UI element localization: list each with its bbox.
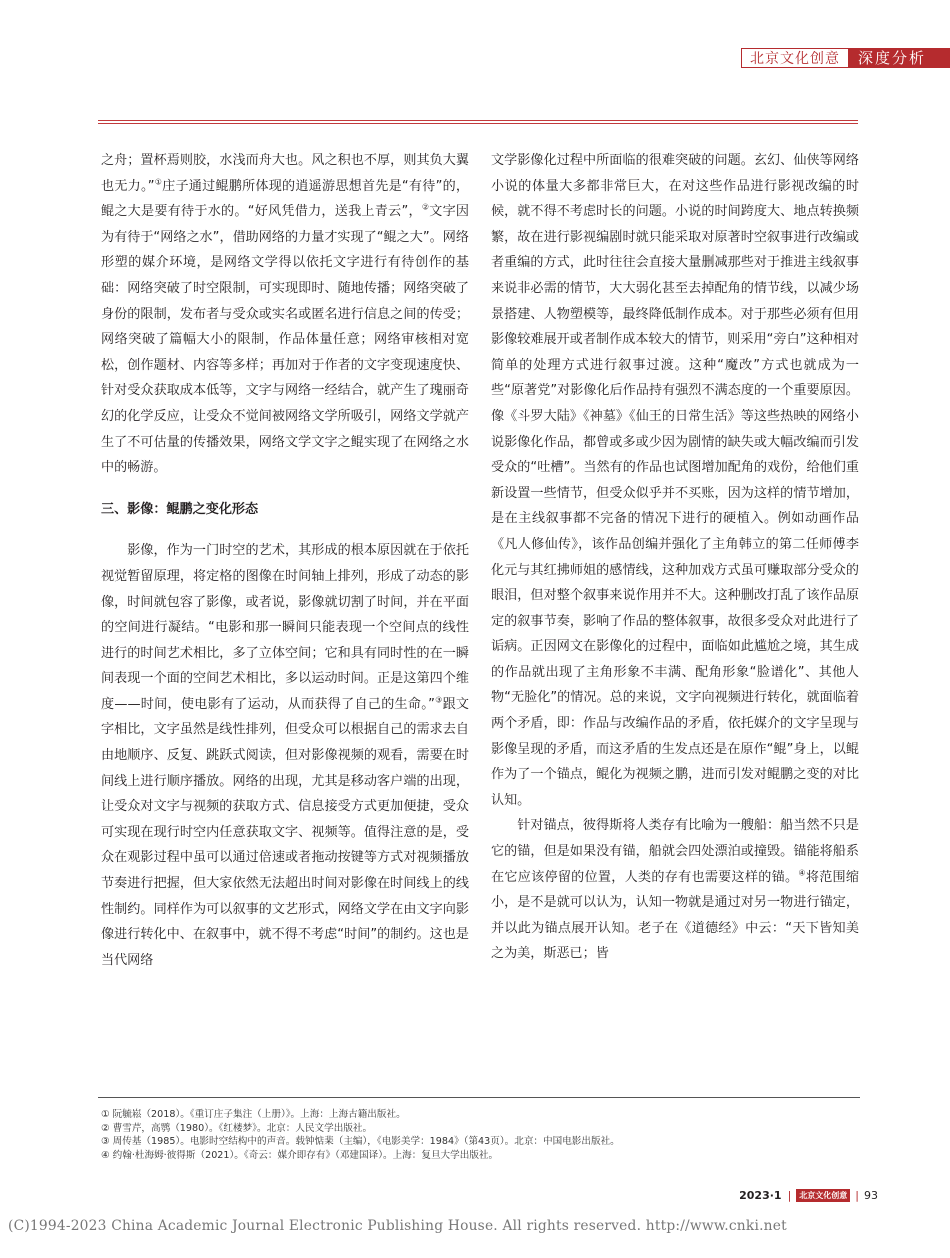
paragraph: 文学影像化过程中所面临的很难突破的问题。玄幻、仙侠等网络小说的体量大多都非常巨大，在对这些作品进行影视改编的时候，就不得不考虑时长的问题。小说的时间跨度大、地点转换频繁，故在进行影视编剧时就只能采取对原著时空叙事进行改编或者重编的方式，此时往往会直接大量删减那些对于推进主线叙事来说非必需的情节，大大弱化甚至去掉配角的情节线，以减少场景搭建、人物塑模等，最终降低制作成本。对于那些必须有但用影像较难展开或者制作成本较大的情节，则采用“旁白”这种相对简单的处理方式进行叙事过渡。这种“魔改”方式也就成为一些“原著党”对影像化后作品持有强烈不满态度的一个重要原因。像《斗罗大陆》《神墓》《仙王的日常生活》等这些热映的网络小说影像化作品，都曾或多或少因为剧情的缺失或大幅改编而引发受众的“吐槽”。当然有的作品也试图增加配角的戏份，给他们重新设置一些情节，但受众似乎并不买账，因为这样的情节增加，是在主线叙事都不完备的情况下进行的硬植入。例如动画作品《凡人修仙传》，该作品创编并强化了主角韩立的第二任师傅李化元与其红拂师姐的感情线，这种加戏方式虽可赚取部分受众的眼泪，但对整个叙事来说作用并不大。这种删改打乱了该作品原定的叙事节奏，影响了作品的整体叙事，故很多受众对此进行了诟病。正因网文在影像化的过程中，面临如此尴尬之境，其生成的作品就出现了主角形象不丰满、配角形象“脸谱化”、其他人物“无脸化”的情况。总的来说，文字向视频进行转化，就面临着两个矛盾，即：作品与改编作品的矛盾，依托媒介的文字呈现与影像呈现的矛盾，而这矛盾的生发点还是在原作“鲲”身上，以鲲作为了一个锚点，鲲化为视频之鹏，进而引发对鲲鹏之变的对比认知。: [491, 153, 859, 808]
footnote-rule: [98, 1097, 860, 1098]
footnote: ① 阮毓崧（2018）。《重订庄子集注（上册）》。上海：上海古籍出版社。: [101, 1109, 406, 1120]
footnote: ④ 约翰·杜海姆·彼得斯（2021）。《奇云：媒介即存有》（邓建国译）。上海：复旦大学出版社。: [101, 1149, 499, 1161]
section-label: 深度分析: [848, 48, 950, 68]
paragraph: 之舟；置杯焉则胶，水浅而舟大也。风之积也不厚，则其负大翼也无力。”①庄子通过鲲鹏所体现的逍遥游思想首先是“有待”的，鲲之大是要有待于水的。“好风凭借力，送我上青云”，②文字因为有待于“网络之水”，借助网络的力量才实现了“鲲之大”。网络形塑的媒介环境，是网络文学得以依托文字进行有待创作的基础：网络突破了时空限制，可实现即时、随地传播；网络突破了身份的限制，发布者与受众或实名或匿名进行信息之间的传受；网络突破了篇幅大小的限制，作品体量任意；网络审核相对宽松，创作题材、内容等多样；再加对于作者的文字变现速度快、针对受众获取成本低等，文字与网络一经结合，就产生了瑰丽奇幻的化学反应，让受众不觉间被网络文学所吸引，网络文学就产生了不可估量的传播效果，网络文学文字之鲲实现了在网络之水中的畅游。: [101, 153, 470, 476]
footnote-ref[interactable]: ③: [434, 695, 443, 705]
footnote: ③ 周传基（1985）。电影时空结构中的声音。载钟惦棐（主编），《电影美学：1984》（第43页）。北京：中国电影出版社。: [101, 1136, 620, 1148]
paragraph: 影像，作为一门时空的艺术，其形成的根本原因就在于依托视觉暂留原理，将定格的图像在时间轴上排列，形成了动态的影像，时间就包容了影像，或者说，影像就切割了时间，并在平面的空间进行凝结。“电影和那一瞬间只能表现一个空间点的线性进行的时间艺术相比，多了立体空间；它和具有同时性的在一瞬间表现一个面的空间艺术相比，多以运动时间。正是这第四个维度——时间，使电影有了运动，从而获得了自己的生命。”③跟文字相比，文字虽然是线性排列，但受众可以根据自己的需求去自由地顺序、反复、跳跃式阅读，但对影像视频的观看，需要在时间线上进行顺序播放。网络的出现，尤其是移动客户端的出现，让受众对文字与视频的获取方式、信息接受方式更加便捷，受众可实现在现行时空内任意获取文字、视频等。值得注意的是，受众在观影过程中虽可以通过倍速或者拖动按键等方式对视频播放节奏进行把握，但大家依然无法超出时间对影像在时间线上的线性制约。同样作为可以叙事的文艺形式，网络文学在由文字向影像进行转化中、在叙事中，就不得不考虑“时间”的制约。这也是当代网络: [101, 543, 470, 968]
page-footer: [739, 1189, 878, 1202]
header-rule-secondary: [98, 123, 858, 124]
copyright-notice: (C)1994-2023 China Academic Journal Electronic Publishing House. All rights reserved. http://www.cnki.net: [8, 1218, 787, 1234]
page-number: 93: [864, 1189, 878, 1202]
separator: |: [787, 1189, 792, 1202]
footnote-ref[interactable]: ④: [798, 868, 806, 878]
journal-logo: 北京文化创意: [796, 1189, 850, 1202]
separator: |: [855, 1189, 859, 1202]
footnote-ref[interactable]: ②: [421, 202, 430, 212]
footnote-ref[interactable]: ①: [154, 177, 163, 187]
left-column: [101, 148, 469, 973]
header-tag: [741, 48, 950, 68]
paragraph: 针对锚点，彼得斯将人类存有比喻为一艘船：船当然不只是它的锚，但是如果没有锚，船就会四处漂泊或撞毁。锚能将船系在它应该停留的位置，人类的存有也需要这样的锚。④将范围缩小，是不是就可以认为，认知一物就是通过对另一物进行锚定，并以此为锚点展开认知。老子在《道德经》中云：“天下皆知美之为美，斯恶已；皆: [491, 818, 860, 962]
issue-number: 2023·1: [739, 1189, 782, 1202]
journal-brand: 北京文化创意: [741, 48, 848, 68]
header-rule: [98, 120, 858, 121]
footnote: ② 曹雪芹，高鹗（1980）。《红楼梦》。北京：人民文学出版社。: [101, 1122, 373, 1134]
right-column: [491, 148, 859, 967]
section-heading: 三、影像：鲲鹏之变化形态: [101, 501, 259, 517]
footnotes: [101, 1108, 861, 1162]
